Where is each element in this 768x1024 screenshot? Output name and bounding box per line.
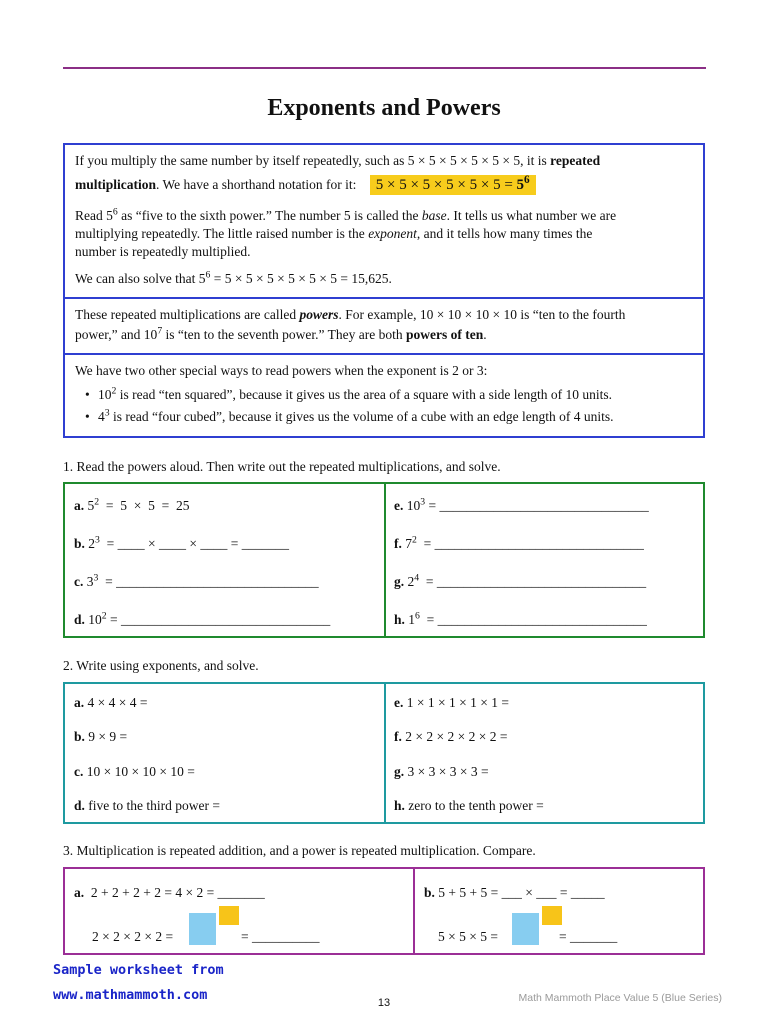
header-rule (63, 67, 706, 69)
list-item: • $10^2$ is read “ten squared”, because it gives us the area of a square with a side length of 10 units. (98, 387, 613, 409)
compare-item-a-result: = __________ (241, 929, 320, 944)
exponent-box-small[interactable] (219, 906, 239, 925)
question-1-grid (63, 482, 705, 638)
answer-box-large[interactable] (189, 913, 216, 945)
intro-section-definition: If you multiply the same number by itself repeatedly, such as 5 × 5 × 5 × 5 × 5 × 5, it is repeated multiplication. We have a shorthand notation for it: $5 \times 5 \times 5 \times 5 \times 5 \times 5 = 5^6$ Read $5^6$ as “five to the sixth power.” The number 5 is called the base. It tells us what number we are multiplying repeatedly. The little raised number is the exponent, and it tells how many times the number is repeatedly multiplied. We can also solve that $5^6 = 5 \times 5 \times 5 \times 5 \times 5 \times 5 = 15,625$. (75, 153, 617, 286)
intro-box (63, 143, 705, 438)
exercise-item: d. $10^2$ = _______________________________ (74, 610, 331, 627)
question-2-grid (63, 682, 705, 824)
grid-divider (384, 684, 386, 822)
exercise-item[interactable]: c. 10 × 10 × 10 × 10 = (74, 764, 195, 779)
exercise-item: g. $2^4$ = _______________________________ (394, 572, 647, 589)
exercise-item[interactable]: a. 4 × 4 × 4 = (74, 695, 148, 710)
grid-divider (413, 869, 415, 953)
website-link[interactable]: www.mathmammoth.com (53, 987, 208, 1003)
answer-box-large[interactable] (512, 913, 539, 945)
intro-section-special: We have two other special ways to read powers when the exponent is 2 or 3: • $10^2$ is read “ten squared”, because it gives us the area of a square with a side length of 10 units. • $4^3$ is read “four cubed”, because it gives us the volume of a cube with an edge length of 4 units. (65, 355, 703, 436)
special-powers-list (98, 387, 613, 425)
compare-item-a-line1: a. 2 + 2 + 2 + 2 = 4 × 2 = _______ (74, 885, 265, 900)
exercise-item: c. $3^3$ = ______________________________ (74, 572, 319, 589)
exercise-item[interactable]: d. five to the third power = (74, 798, 220, 813)
exercise-item[interactable]: e. 1 × 1 × 1 × 1 × 1 = (394, 695, 509, 710)
question-3-grid (63, 867, 705, 955)
compare-item-a-line2: 2 × 2 × 2 × 2 = (92, 929, 174, 944)
question-3-instruction: 3. Multiplication is repeated addition, and a power is repeated multiplication. Compare. (63, 843, 536, 858)
exercise-item: h. $1^6$ = _______________________________ (394, 610, 647, 627)
compare-item-b-line2: 5 × 5 × 5 = (438, 929, 498, 944)
compare-item-b-result: = _______ (559, 929, 618, 944)
sample-worksheet-label: Sample worksheet from (53, 962, 224, 978)
series-label: Math Mammoth Place Value 5 (Blue Series) (518, 992, 722, 1004)
page-title: Exponents and Powers (267, 95, 501, 121)
question-2-instruction: 2. Write using exponents, and solve. (63, 658, 259, 673)
exercise-item[interactable]: b. 9 × 9 = (74, 729, 128, 744)
exercise-item: b. $2^3$ = ____ × ____ × ____ = _______ (74, 534, 289, 551)
page-number: 13 (377, 997, 391, 1009)
list-item: • $4^3$ is read “four cubed”, because it gives us the volume of a cube with an edge length of 4 units. (98, 409, 613, 425)
exercise-item[interactable]: f. 2 × 2 × 2 × 2 × 2 = (394, 729, 508, 744)
question-1-instruction: 1. Read the powers aloud. Then write out the repeated multiplications, and solve. (63, 459, 501, 474)
highlighted-formula: $5 \times 5 \times 5 \times 5 \times 5 \times 5 = 5^6$ (370, 175, 536, 195)
intro-section-powers: These repeated multiplications are called powers. For example, 10 × 10 × 10 × 10 is “ten to the fourth power,” and $10^7$ is “ten to the seventh power.” They are both powers of ten. (75, 307, 626, 342)
exponent-box-small[interactable] (542, 906, 562, 925)
grid-divider (384, 484, 386, 636)
exercise-item: a. $5^2 = 5 \times 5 = 25$ (74, 496, 190, 513)
exercise-item[interactable]: h. zero to the tenth power = (394, 798, 544, 813)
exercise-item: e. $10^3$ = _______________________________ (394, 496, 649, 513)
exercise-item: f. $7^2$ = _______________________________ (394, 534, 644, 551)
exercise-item[interactable]: g. 3 × 3 × 3 × 3 = (394, 764, 489, 779)
compare-item-b-line1: b. 5 + 5 + 5 = ___ × ___ = _____ (424, 885, 605, 900)
